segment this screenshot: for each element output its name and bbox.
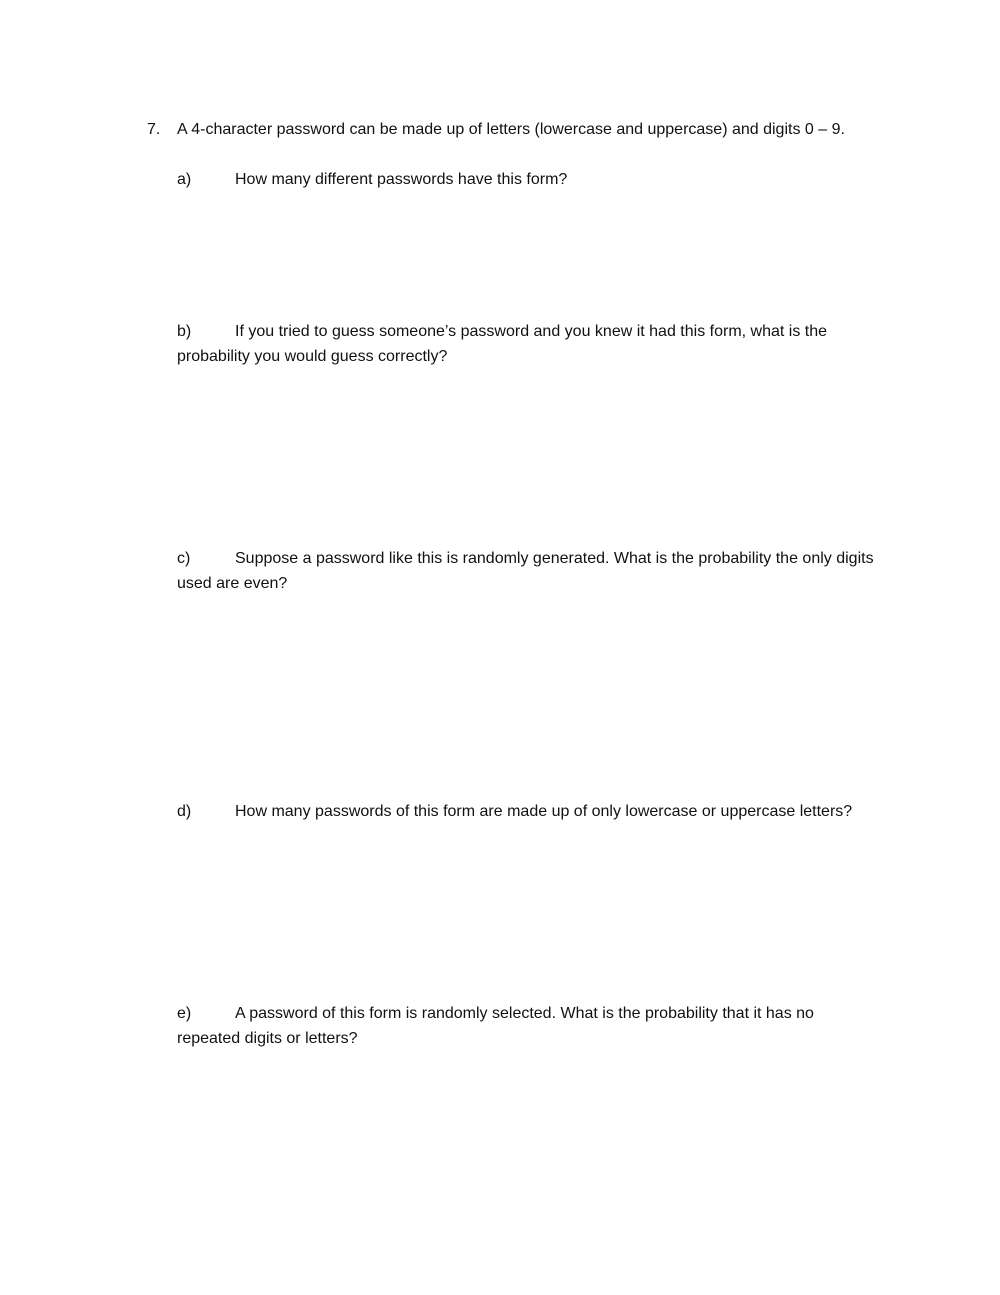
part-c-text: Suppose a password like this is randomly generated. What is the probability the only digits used are even? <box>177 550 874 592</box>
part-c <box>177 546 877 596</box>
part-a-letter: a) <box>177 171 192 188</box>
question-stem: A 4-character password can be made up of letters (lowercase and uppercase) and digits 0 – 9. <box>177 121 845 138</box>
part-e <box>177 1001 877 1051</box>
part-d-letter: d) <box>177 803 192 820</box>
part-a-text: How many different passwords have this form? <box>235 171 568 188</box>
part-c-letter: c) <box>177 550 191 567</box>
part-e-text: A password of this form is randomly selected. What is the probability that it has no repeated digits or letters? <box>177 1005 814 1047</box>
part-e-letter: e) <box>177 1005 192 1022</box>
part-d <box>177 799 877 824</box>
part-a <box>177 167 877 192</box>
part-b-letter: b) <box>177 323 192 340</box>
part-d-text: How many passwords of this form are made up of only lowercase or uppercase letters? <box>235 803 853 820</box>
part-b <box>177 319 877 369</box>
question-number: 7. <box>147 121 161 138</box>
part-b-text: If you tried to guess someone’s password and you knew it had this form, what is the probability you would guess correctly? <box>177 323 828 365</box>
